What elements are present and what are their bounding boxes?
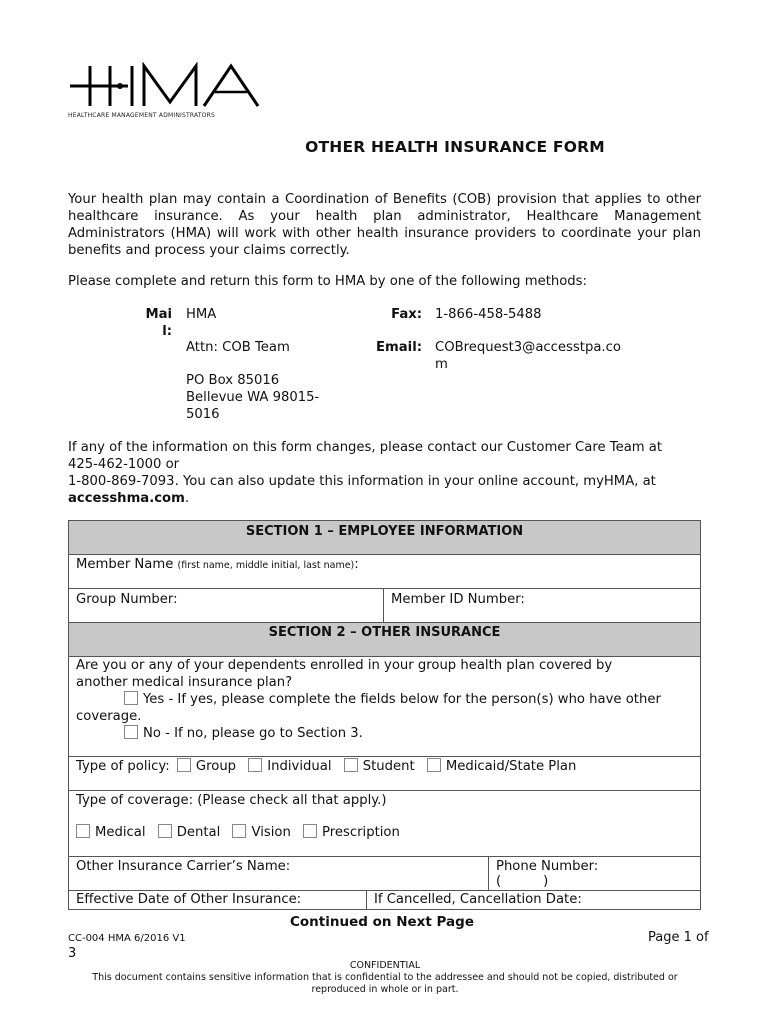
carrier-name-field[interactable]: Other Insurance Carrier’s Name:	[69, 857, 489, 890]
coverage-medical-checkbox[interactable]	[76, 824, 90, 838]
no-checkbox[interactable]	[124, 725, 138, 739]
policy-group-checkbox[interactable]	[177, 758, 191, 772]
page-number: Page 1 of	[648, 930, 709, 945]
coverage-dental-checkbox[interactable]	[158, 824, 172, 838]
page-total: 3	[68, 946, 77, 961]
coverage-prescription-checkbox[interactable]	[303, 824, 317, 838]
yes-checkbox[interactable]	[124, 691, 138, 705]
changes-paragraph: If any of the information on this form changes, please contact our Customer Care Team at 425-462-1000 or 1-800-869-7093. You can also update this information in your online account, myHMA, at accesshma.com.	[68, 440, 663, 506]
fax-label: Fax:	[391, 307, 422, 322]
policy-student-checkbox[interactable]	[344, 758, 358, 772]
intro-paragraph: Your health plan may contain a Coordination of Benefits (COB) provision that applies to other healthcare insurance. As your health plan administrator, Healthcare Management Administrators (HMA) will work with other health insurance providers to coordinate your plan benefits and process your claims correctly.	[68, 192, 701, 258]
effective-date-field[interactable]: Effective Date of Other Insurance:	[69, 891, 367, 909]
continued-text: Continued on Next Page	[290, 914, 474, 930]
form-table	[68, 520, 701, 910]
fax-value: 1-866-458-5488	[435, 307, 542, 322]
phone-number-field[interactable]: Phone Number: ( )	[496, 859, 599, 889]
group-number-field[interactable]: Group Number:	[69, 589, 384, 622]
accesshma-link[interactable]: accesshma.com	[68, 491, 185, 506]
section1-header: SECTION 1 – EMPLOYEE INFORMATION	[69, 521, 700, 555]
section2-header: SECTION 2 – OTHER INSURANCE	[69, 623, 700, 657]
group-member-row	[69, 589, 700, 623]
policy-type-row: Type of policy: Group Individual Student Medicaid/State Plan	[69, 757, 700, 791]
logo-subtitle: HEALTHCARE MANAGEMENT ADMINISTRATORS	[68, 112, 216, 119]
email-value[interactable]: COBrequest3@accesstpa.co m	[435, 340, 621, 372]
coverage-type-row: Type of coverage: (Please check all that apply.) Medical Dental Vision Prescription	[69, 791, 700, 857]
coverage-vision-checkbox[interactable]	[232, 824, 246, 838]
dates-row	[69, 891, 700, 909]
member-id-field[interactable]: Member ID Number:	[391, 592, 525, 607]
policy-individual-checkbox[interactable]	[248, 758, 262, 772]
cancellation-date-field[interactable]: If Cancelled, Cancellation Date:	[374, 892, 582, 907]
form-title: OTHER HEALTH INSURANCE FORM	[305, 138, 605, 156]
form-code: CC-004 HMA 6/2016 V1	[68, 933, 186, 944]
mail-attn: Attn: COB Team	[186, 340, 290, 355]
policy-medicaid-checkbox[interactable]	[427, 758, 441, 772]
carrier-row	[69, 857, 700, 891]
mail-name: HMA	[186, 307, 217, 322]
mail-address: PO Box 85016 Bellevue WA 98015- 5016	[186, 373, 320, 422]
other-coverage-question: Are you or any of your dependents enrolled in your group health plan covered by another medical insurance plan? Yes - If yes, please complete the fields below for the person(s) who have other coverage. No - If no, please go to Section 3.	[69, 657, 700, 757]
confidential-notice: CONFIDENTIAL This document contains sensitive information that is confidential to the addressee and should not be copied, distributed or reproduced in whole or in part.	[92, 960, 678, 995]
email-label: Email:	[376, 340, 422, 355]
mail-label: Mai l:	[145, 307, 172, 339]
instructions-text: Please complete and return this form to HMA by one of the following methods:	[68, 274, 587, 289]
member-name-field[interactable]: Member Name (first name, middle initial, last name):	[69, 555, 700, 589]
